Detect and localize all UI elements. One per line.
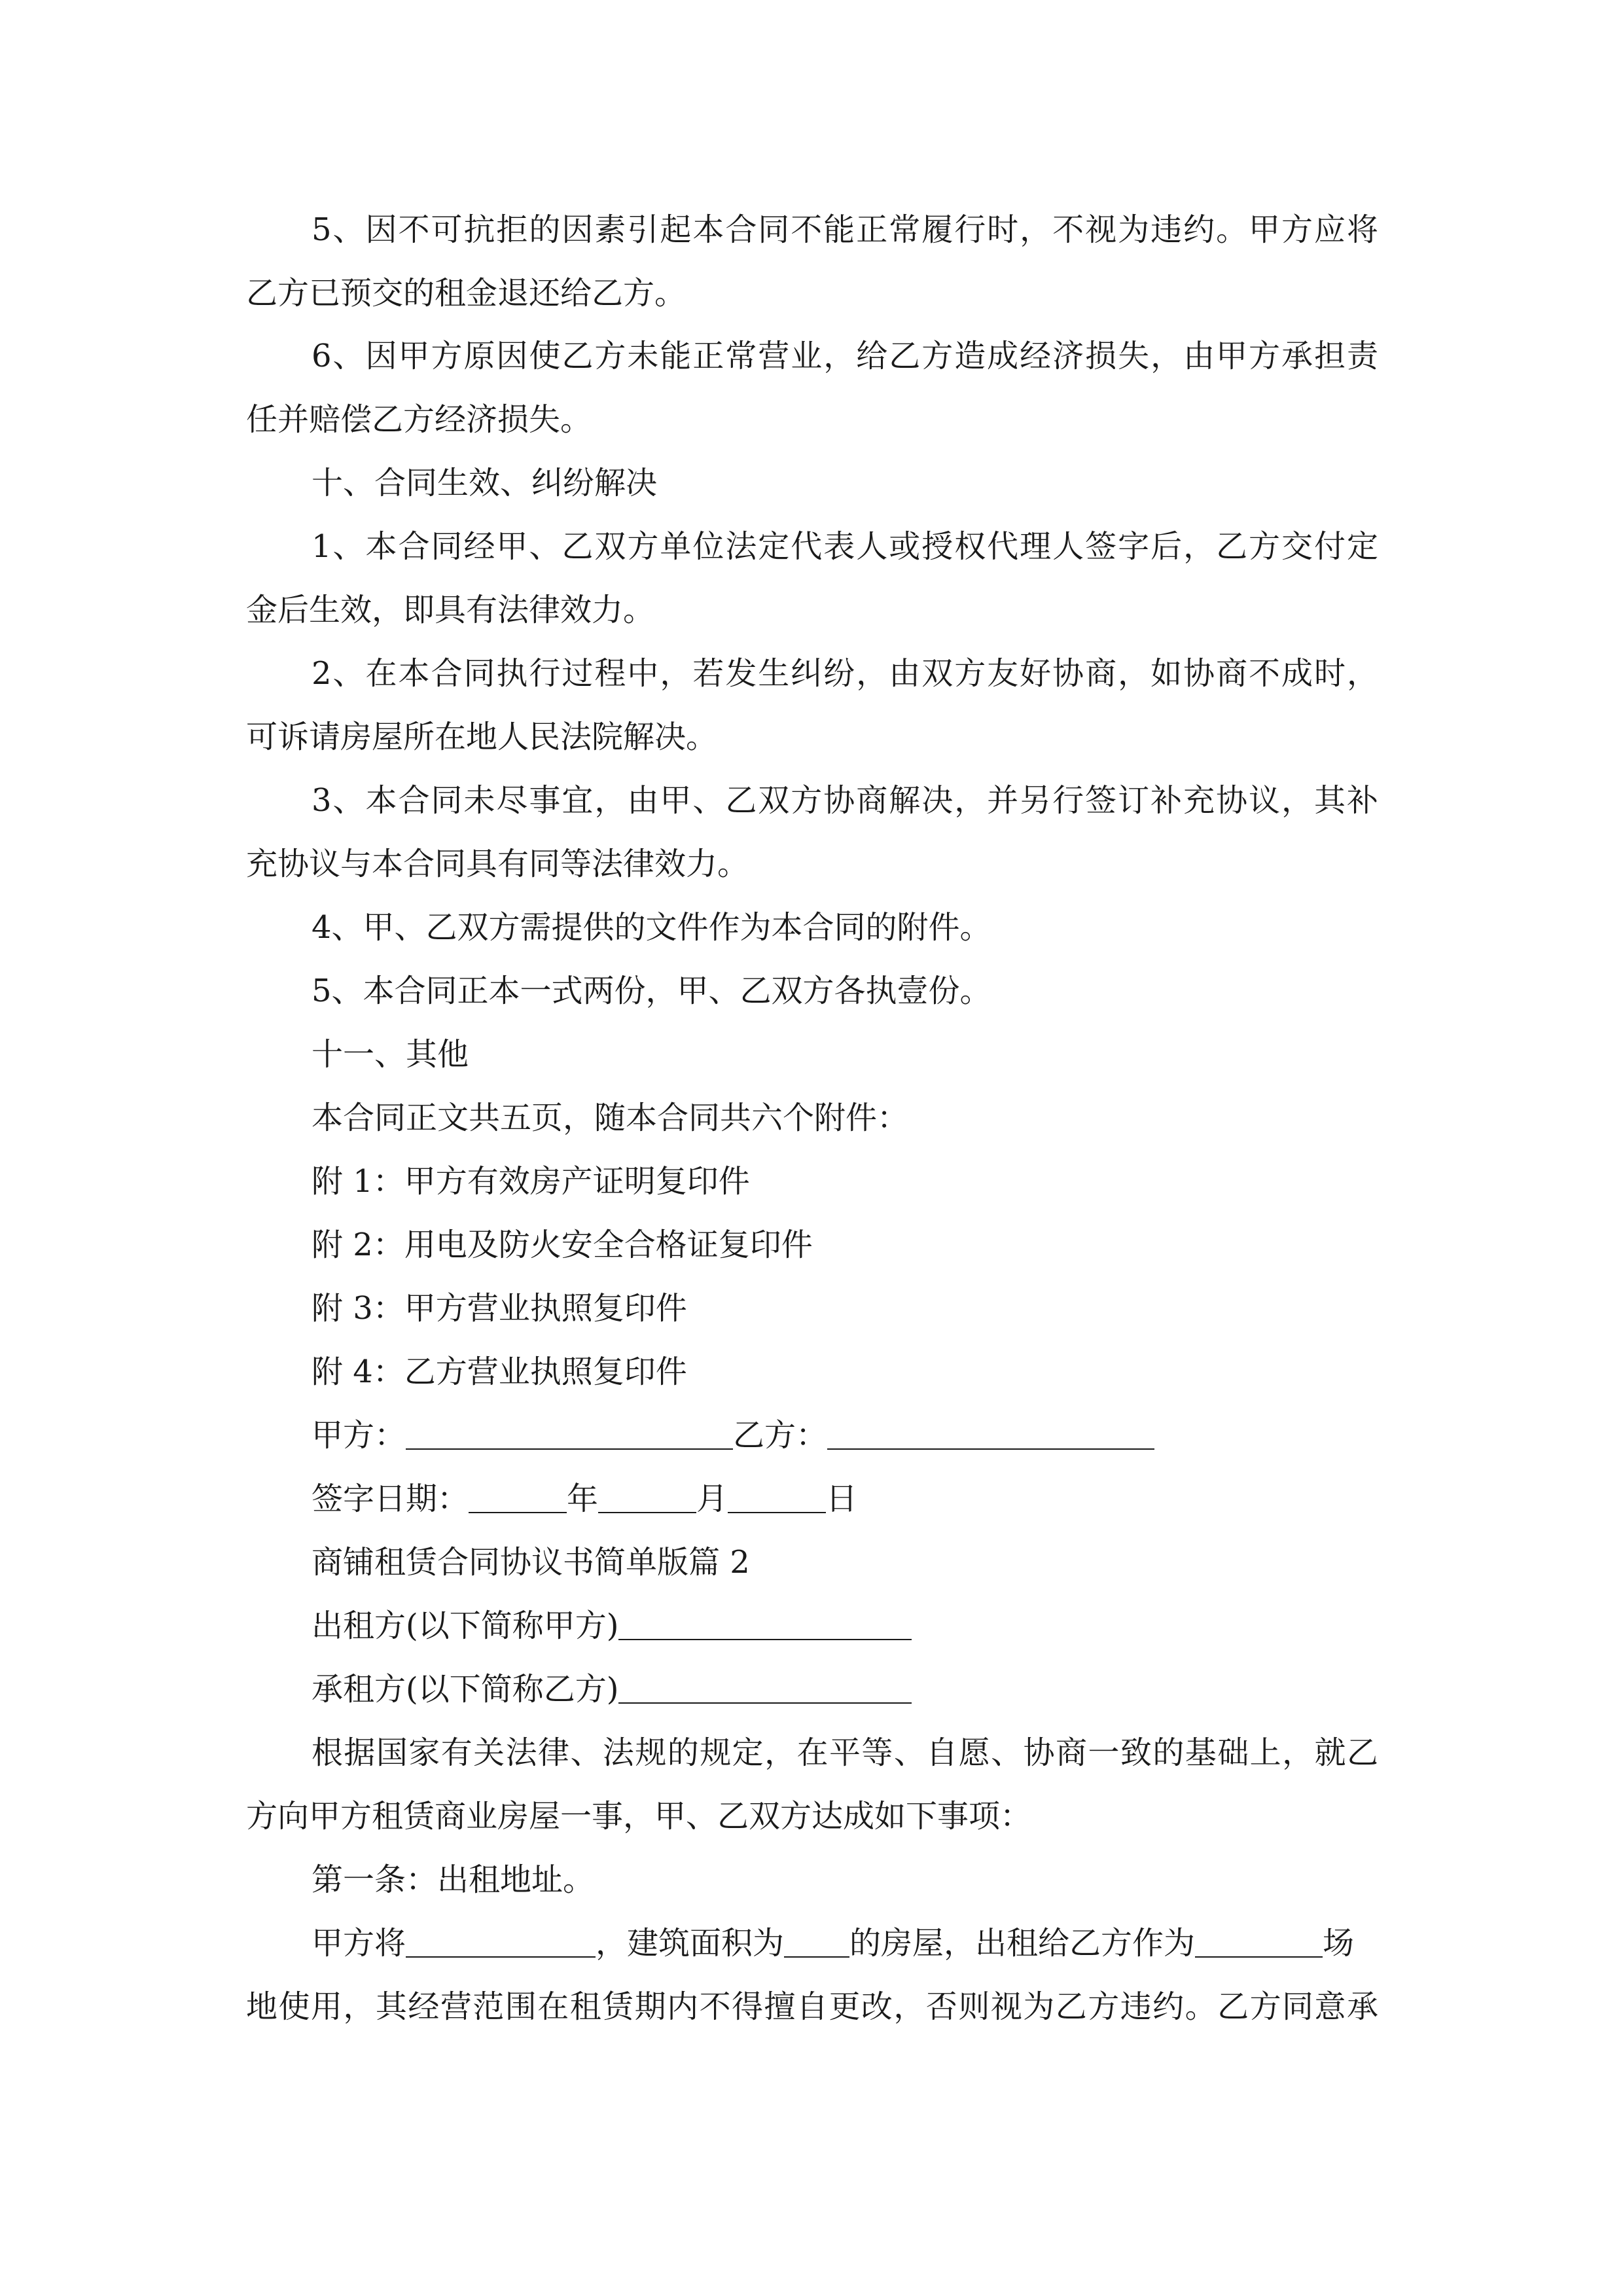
year-label: 年 xyxy=(567,1480,599,1517)
text-line: 乙方已预交的租金退还给乙方。 xyxy=(246,275,687,312)
address-blank xyxy=(406,1928,596,1958)
lessor-blank xyxy=(618,1610,912,1640)
article-heading: 第一条：出租地址。 xyxy=(312,1861,595,1898)
text-line: 任并赔偿乙方经济损失。 xyxy=(246,401,592,438)
attachment-item: 附 2：用电及防火安全合格证复印件 xyxy=(312,1227,813,1263)
text-line: 金后生效，即具有法律效力。 xyxy=(246,592,655,628)
text-line: 3、本合同未尽事宜，由甲、乙双方协商解决，并另行签订补充协议，其补 xyxy=(312,782,1378,819)
text-line: 充协议与本合同具有同等法律效力。 xyxy=(246,846,749,882)
section-title: 商铺租赁合同协议书简单版篇 2 xyxy=(312,1544,750,1581)
section-heading: 十、合同生效、纠纷解决 xyxy=(312,465,658,501)
usage-blank xyxy=(1195,1928,1323,1958)
day-blank xyxy=(728,1483,826,1513)
text-fragment: 的房屋，出租给乙方作为 xyxy=(849,1925,1196,1962)
lessor-line xyxy=(312,1606,1378,1645)
text-line: 1、本合同经甲、乙双方单位法定代表人或授权代理人签字后，乙方交付定 xyxy=(312,528,1378,565)
month-label: 月 xyxy=(696,1480,728,1517)
text-line: 4、甲、乙双方需提供的文件作为本合同的附件。 xyxy=(312,909,991,946)
text-line: 方向甲方租赁商业房屋一事，甲、乙双方达成如下事项： xyxy=(246,1798,1032,1835)
text-fragment: ，建筑面积为 xyxy=(596,1925,785,1962)
text-line: 5、因不可抗拒的因素引起本合同不能正常履行时，不视为违约。甲方应将 xyxy=(312,211,1378,248)
area-blank xyxy=(784,1928,849,1958)
text-line: 根据国家有关法律、法规的规定，在平等、自愿、协商一致的基础上，就乙 xyxy=(312,1734,1378,1771)
section-heading: 十一、其他 xyxy=(312,1036,469,1073)
text-line: 6、因甲方原因使乙方未能正常营业，给乙方造成经济损失，由甲方承担责 xyxy=(312,338,1378,374)
lessee-line xyxy=(312,1670,1378,1709)
text-line: 可诉请房屋所在地人民法院解决。 xyxy=(246,719,718,755)
article-line xyxy=(312,1924,1378,1963)
text-line: 地使用，其经营范围在租赁期内不得擅自更改，否则视为乙方违约。乙方同意承 xyxy=(246,1988,1378,2025)
text-fragment: 甲方将 xyxy=(312,1925,406,1962)
month-blank xyxy=(598,1483,696,1513)
text-fragment: 场 xyxy=(1323,1925,1355,1962)
lessee-label: 承租方(以下简称乙方) xyxy=(312,1671,619,1708)
day-label: 日 xyxy=(826,1480,858,1517)
attachment-item: 附 4：乙方营业执照复印件 xyxy=(312,1354,687,1390)
party-a-blank xyxy=(406,1420,733,1450)
sign-date-line xyxy=(312,1479,1378,1518)
lessee-blank xyxy=(618,1674,912,1704)
attachment-item: 附 1：甲方有效房产证明复印件 xyxy=(312,1163,750,1200)
party-b-label: 乙方： xyxy=(733,1417,828,1454)
party-a-label: 甲方： xyxy=(312,1417,406,1454)
year-blank xyxy=(469,1483,567,1513)
text-line: 本合同正文共五页，随本合同共六个附件： xyxy=(312,1100,909,1136)
signature-line xyxy=(312,1416,1378,1455)
attachment-item: 附 3：甲方营业执照复印件 xyxy=(312,1290,687,1327)
text-line: 2、在本合同执行过程中，若发生纠纷，由双方友好协商，如协商不成时， xyxy=(312,655,1378,692)
sign-date-label: 签字日期： xyxy=(312,1480,469,1517)
lessor-label: 出租方(以下简称甲方) xyxy=(312,1607,619,1644)
party-b-blank xyxy=(827,1420,1154,1450)
text-line: 5、本合同正本一式两份，甲、乙双方各执壹份。 xyxy=(312,973,991,1009)
